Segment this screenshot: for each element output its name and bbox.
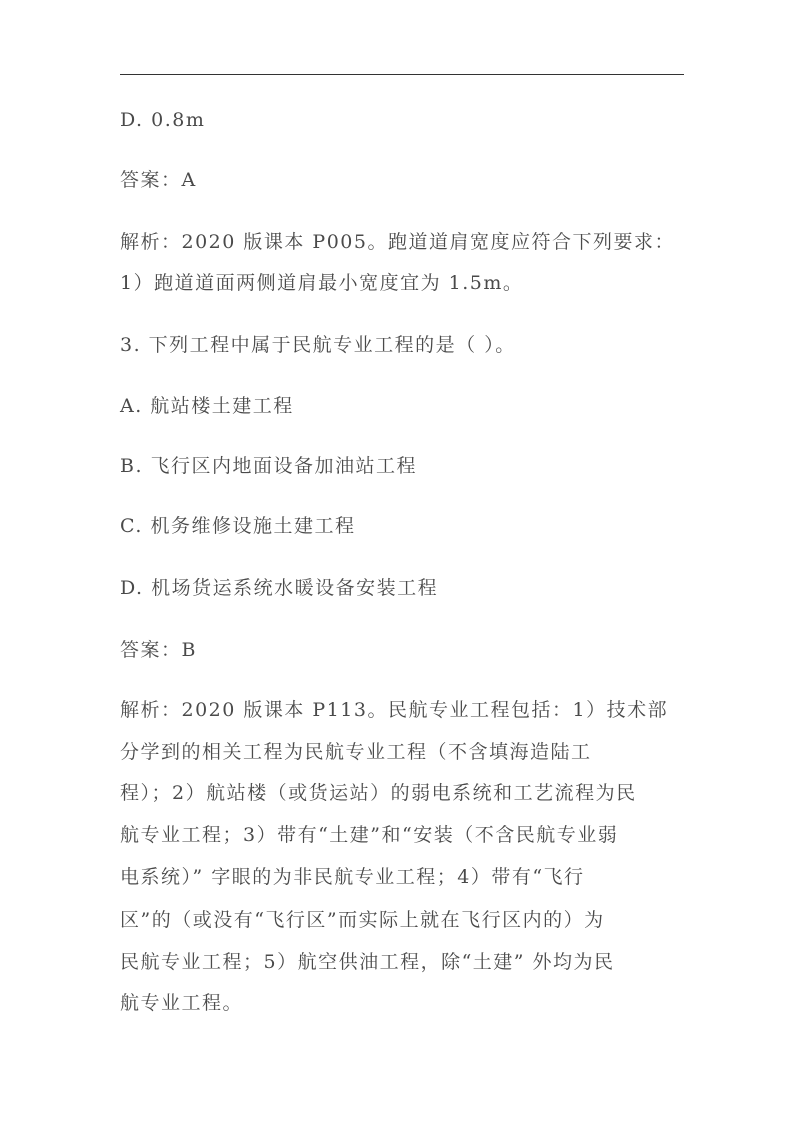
option-c: C. 机务维修设施土建工程 bbox=[120, 515, 356, 537]
option-d: D. 机场货运系统水暖设备安装工程 bbox=[120, 577, 439, 599]
explanation-line: 分学到的相关工程为民航专业工程（不含填海造陆工 bbox=[120, 741, 592, 763]
explanation-line: 民航专业工程；5）航空供油工程，除“土建” 外均为民 bbox=[120, 951, 615, 973]
option-d-prev: D. 0.8m bbox=[120, 109, 206, 131]
explanation-line: 航专业工程。 bbox=[120, 992, 244, 1014]
top-divider bbox=[120, 74, 684, 75]
explanation-line: 电系统）” 字眼的为非民航专业工程；4）带有“飞行 bbox=[120, 866, 585, 888]
explanation-line: 程）；2）航站楼（或货运站）的弱电系统和工艺流程为民 bbox=[120, 782, 637, 804]
answer-prev: 答案：A bbox=[120, 169, 197, 191]
explanation-prev-line2: 1）跑道道面两侧道肩最小宽度宜为 1.5m。 bbox=[120, 272, 524, 294]
question-3: 3. 下列工程中属于民航专业工程的是（ ）。 bbox=[120, 334, 516, 356]
explanation-line: 航专业工程；3）带有“土建”和“安装（不含民航专业弱 bbox=[120, 824, 619, 846]
answer-3: 答案：B bbox=[120, 639, 197, 661]
option-b: B. 飞行区内地面设备加油站工程 bbox=[120, 455, 418, 477]
explanation-line: 解析：2020 版课本 P113。民航专业工程包括：1）技术部 bbox=[120, 699, 669, 721]
explanation-line: 区”的（或没有“飞行区”而实际上就在飞行区内的）为 bbox=[120, 909, 605, 931]
option-a: A. 航站楼土建工程 bbox=[120, 395, 294, 417]
explanation-prev-line1: 解析：2020 版课本 P005。跑道道肩宽度应符合下列要求： bbox=[120, 231, 675, 253]
